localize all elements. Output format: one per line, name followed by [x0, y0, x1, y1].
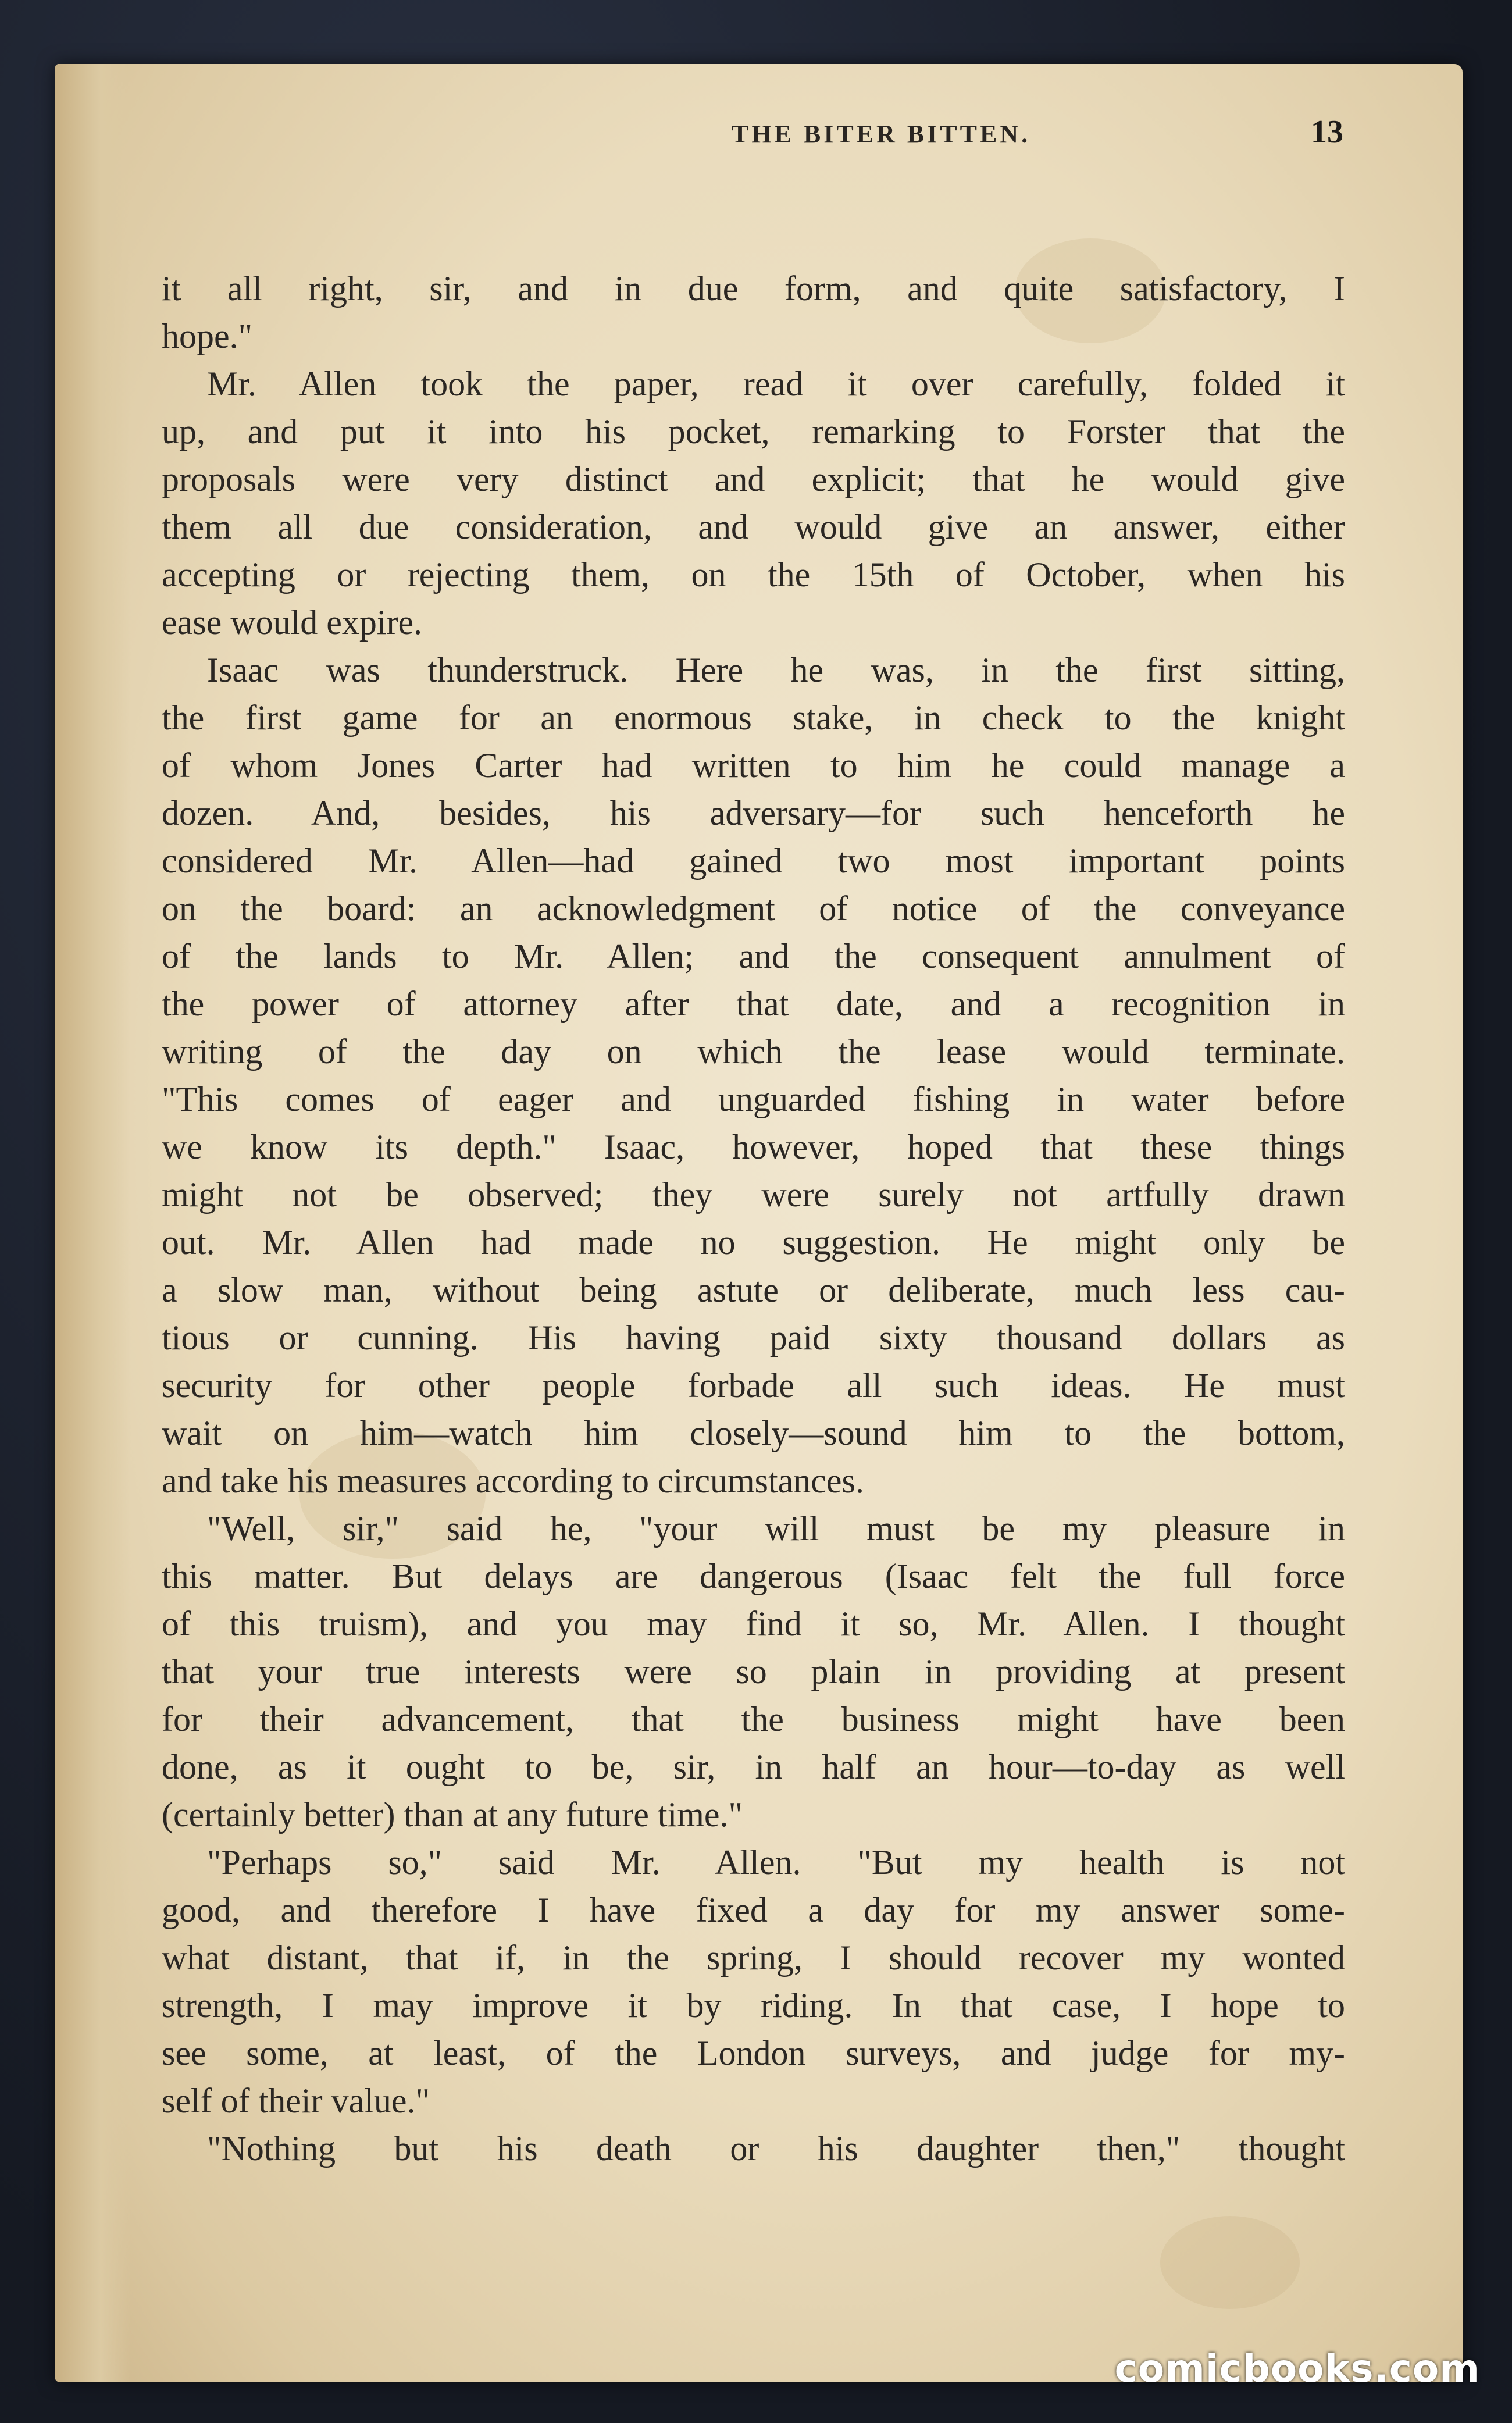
- text-line: see some, at least, of the London surveys, and judge for my-: [162, 2034, 1345, 2072]
- text-line: this matter. But delays are dangerous (Isaac felt the full force: [162, 1557, 1345, 1595]
- text-line: and take his measures according to circumstances.: [162, 1462, 864, 1500]
- text-line: it all right, sir, and in due form, and quite satisfactory, I: [162, 269, 1345, 308]
- text-line: "Well, sir," said he, "your will must be my pleasure in: [207, 1509, 1345, 1548]
- text-line: of this truism), and you may find it so, Mr. Allen. I thought: [162, 1605, 1345, 1643]
- text-line: strength, I may improve it by riding. In that case, I hope to: [162, 1986, 1345, 2025]
- text-line: a slow man, without being astute or deliberate, much less cau-: [162, 1271, 1345, 1309]
- text-line: writing of the day on which the lease would terminate.: [162, 1032, 1345, 1071]
- text-line: self of their value.": [162, 2082, 430, 2120]
- text-line: considered Mr. Allen—had gained two most important points: [162, 842, 1345, 880]
- text-line: wait on him—watch him closely—sound him to the bottom,: [162, 1414, 1345, 1452]
- text-line: ease would expire.: [162, 603, 423, 642]
- text-line: we know its depth." Isaac, however, hoped that these things: [162, 1128, 1345, 1166]
- text-line: hope.": [162, 317, 253, 355]
- text-line: "Nothing but his death or his daughter then," thought: [207, 2129, 1345, 2168]
- site-watermark: comicbooks.com: [1114, 2346, 1480, 2391]
- text-line: the first game for an enormous stake, in check to the knight: [162, 699, 1345, 737]
- text-line: for their advancement, that the business might have been: [162, 1700, 1345, 1738]
- text-line: proposals were very distinct and explicit; that he would give: [162, 460, 1345, 498]
- text-line: (certainly better) than at any future time.": [162, 1795, 743, 1834]
- page-number: 13: [1311, 114, 1343, 150]
- body-text: [162, 265, 1345, 2172]
- text-line: accepting or rejecting them, on the 15th of October, when his: [162, 555, 1345, 594]
- text-line: of whom Jones Carter had written to him he could manage a: [162, 746, 1345, 785]
- page-gutter: [55, 64, 131, 2382]
- text-line: the power of attorney after that date, and a recognition in: [162, 985, 1345, 1023]
- text-line: that your true interests were so plain in providing at present: [162, 1652, 1345, 1691]
- text-line: out. Mr. Allen had made no suggestion. He might only be: [162, 1223, 1345, 1262]
- text-line: done, as it ought to be, sir, in half an hour—to-day as well: [162, 1748, 1345, 1786]
- text-line: Mr. Allen took the paper, read it over carefully, folded it: [207, 365, 1345, 403]
- text-line: of the lands to Mr. Allen; and the consequent annulment of: [162, 937, 1345, 975]
- text-line: good, and therefore I have fixed a day for my answer some-: [162, 1891, 1345, 1929]
- text-line: tious or cunning. His having paid sixty thousand dollars as: [162, 1319, 1345, 1357]
- text-line: "This comes of eager and unguarded fishing in water before: [162, 1080, 1345, 1118]
- paper-stain: [1160, 2216, 1300, 2309]
- text-line: "Perhaps so," said Mr. Allen. "But my health is not: [207, 1843, 1345, 1882]
- text-line: up, and put it into his pocket, remarking to Forster that the: [162, 412, 1345, 451]
- text-line: security for other people forbade all such ideas. He must: [162, 1366, 1345, 1405]
- text-line: Isaac was thunderstruck. Here he was, in the first sitting,: [207, 651, 1345, 689]
- text-line: dozen. And, besides, his adversary—for such henceforth he: [162, 794, 1345, 832]
- text-line: what distant, that if, in the spring, I should recover my wonted: [162, 1939, 1345, 1977]
- running-head: THE BITER BITTEN.: [731, 120, 1031, 148]
- text-line: on the board: an acknowledgment of notice of the conveyance: [162, 889, 1345, 928]
- text-line: them all due consideration, and would give an answer, either: [162, 508, 1345, 546]
- text-line: might not be observed; they were surely not artfully drawn: [162, 1175, 1345, 1214]
